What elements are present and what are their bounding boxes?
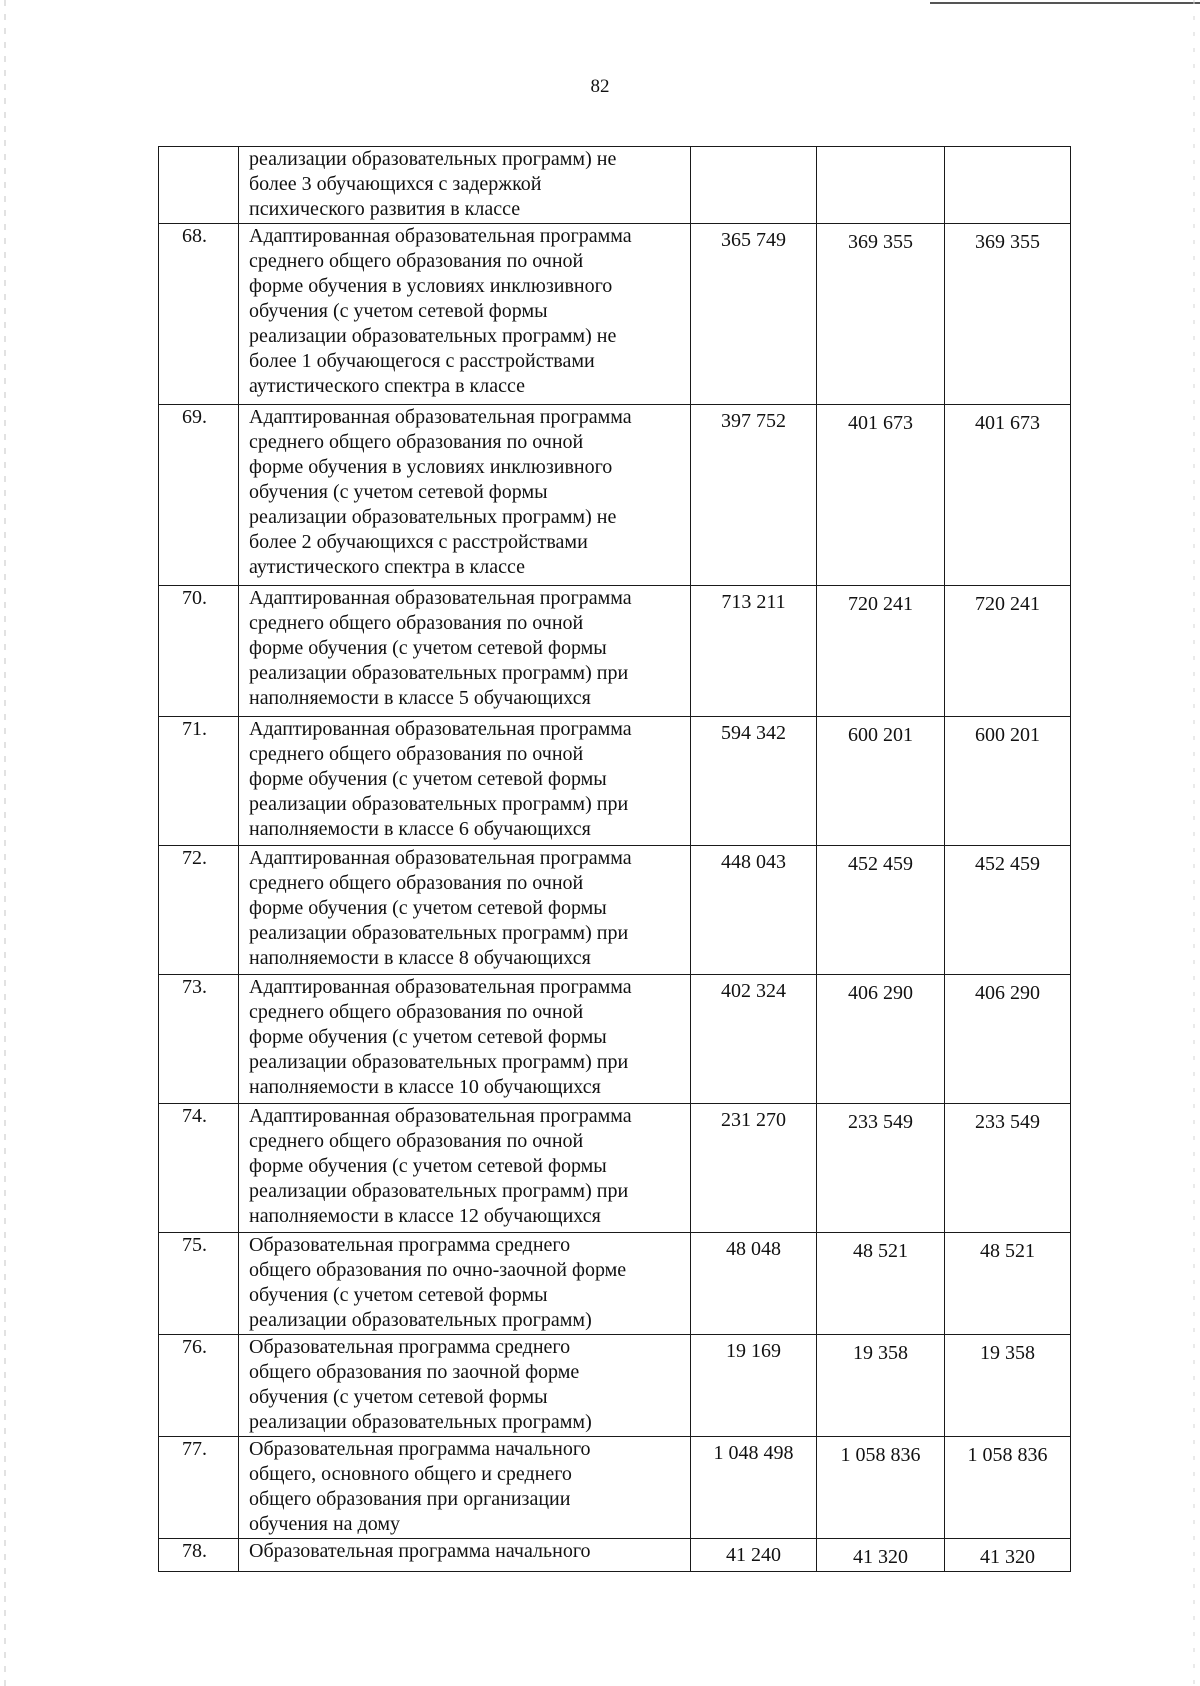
program-name-line: реализации образовательных программ) при (249, 1051, 629, 1073)
cost-value-year-3: 233 549 (945, 1104, 1071, 1233)
cost-value-year-3 (945, 147, 1071, 224)
program-name-line: аутистического спектра в классе (249, 375, 526, 397)
program-name-line: среднего общего образования по очной (249, 250, 584, 272)
program-name (239, 846, 691, 975)
cost-value-year-2: 406 290 (817, 975, 945, 1104)
cost-value-year-2: 452 459 (817, 846, 945, 975)
cost-value-year-2: 19 358 (817, 1335, 945, 1437)
row-number: 70. (159, 586, 239, 717)
program-name-line: форме обучения в условиях инклюзивного (249, 456, 613, 478)
program-name-line: Адаптированная образовательная программа (249, 847, 632, 869)
program-name-line: более 2 обучающихся с расстройствами (249, 531, 588, 553)
table-row (159, 975, 1071, 1104)
cost-value-year-2: 1 058 836 (817, 1437, 945, 1539)
program-name (239, 147, 691, 224)
table-row (159, 717, 1071, 846)
cost-value-year-1: 402 324 (691, 975, 817, 1104)
program-name-line: общего образования по очно-заочной форме (249, 1259, 627, 1281)
cost-value-year-2: 401 673 (817, 405, 945, 586)
program-name-line: Образовательная программа начального (249, 1540, 591, 1562)
table-row (159, 586, 1071, 717)
cost-value-year-1: 48 048 (691, 1233, 817, 1335)
program-name-line: реализации образовательных программ) (249, 1309, 592, 1331)
program-name (239, 405, 691, 586)
cost-value-year-1: 397 752 (691, 405, 817, 586)
program-name-line: обучения (с учетом сетевой формы (249, 1284, 548, 1306)
program-name-line: среднего общего образования по очной (249, 612, 584, 634)
cost-value-year-3: 1 058 836 (945, 1437, 1071, 1539)
program-name-line: Образовательная программа среднего (249, 1336, 571, 1358)
cost-value-year-1: 594 342 (691, 717, 817, 846)
table-row (159, 405, 1071, 586)
program-name-line: наполняемости в классе 6 обучающихся (249, 818, 591, 840)
scan-top-rule (930, 2, 1200, 4)
program-name-line: наполняемости в классе 10 обучающихся (249, 1076, 601, 1098)
cost-value-year-1: 19 169 (691, 1335, 817, 1437)
row-number (159, 147, 239, 224)
table-row (159, 1104, 1071, 1233)
cost-value-year-1: 365 749 (691, 224, 817, 405)
program-name-line: Образовательная программа начального (249, 1438, 591, 1460)
row-number: 75. (159, 1233, 239, 1335)
program-name-line: форме обучения (с учетом сетевой формы (249, 637, 607, 659)
cost-value-year-3: 41 320 (945, 1539, 1071, 1572)
program-name-line: реализации образовательных программ) при (249, 1180, 629, 1202)
cost-value-year-1: 231 270 (691, 1104, 817, 1233)
cost-value-year-3: 720 241 (945, 586, 1071, 717)
program-name-line: Адаптированная образовательная программа (249, 1105, 632, 1127)
cost-value-year-3: 48 521 (945, 1233, 1071, 1335)
program-name-line: более 3 обучающихся с задержкой (249, 173, 542, 195)
program-name-line: наполняемости в классе 8 обучающихся (249, 947, 591, 969)
program-name-line: среднего общего образования по очной (249, 743, 584, 765)
program-name-line: общего образования по заочной форме (249, 1361, 580, 1383)
cost-value-year-3: 452 459 (945, 846, 1071, 975)
program-name-line: наполняемости в классе 12 обучающихся (249, 1205, 601, 1227)
program-name-line: обучения (с учетом сетевой формы (249, 481, 548, 503)
program-name-line: форме обучения (с учетом сетевой формы (249, 1026, 607, 1048)
cost-value-year-3: 19 358 (945, 1335, 1071, 1437)
cost-value-year-1: 713 211 (691, 586, 817, 717)
program-name (239, 1539, 691, 1572)
program-name-line: Адаптированная образовательная программа (249, 406, 632, 428)
cost-value-year-2: 720 241 (817, 586, 945, 717)
cost-value-year-1: 41 240 (691, 1539, 817, 1572)
program-name-line: среднего общего образования по очной (249, 1001, 584, 1023)
row-number: 78. (159, 1539, 239, 1572)
program-name (239, 1335, 691, 1437)
table-row (159, 1335, 1071, 1437)
program-name-line: обучения (с учетом сетевой формы (249, 300, 548, 322)
program-name-line: Адаптированная образовательная программа (249, 718, 632, 740)
program-name-line: реализации образовательных программ) при (249, 922, 629, 944)
program-name-line: реализации образовательных программ) при (249, 793, 629, 815)
program-name (239, 586, 691, 717)
program-name (239, 224, 691, 405)
program-name-line: аутистического спектра в классе (249, 556, 526, 578)
program-name-line: наполняемости в классе 5 обучающихся (249, 687, 591, 709)
program-name-line: общего, основного общего и среднего (249, 1463, 572, 1485)
row-number: 74. (159, 1104, 239, 1233)
table-row (159, 147, 1071, 224)
program-name (239, 1104, 691, 1233)
cost-value-year-1 (691, 147, 817, 224)
table-row (159, 224, 1071, 405)
cost-value-year-2: 600 201 (817, 717, 945, 846)
cost-value-year-2 (817, 147, 945, 224)
cost-value-year-3: 369 355 (945, 224, 1071, 405)
program-name-line: форме обучения (с учетом сетевой формы (249, 1155, 607, 1177)
program-name-line: обучения (с учетом сетевой формы (249, 1386, 548, 1408)
cost-value-year-3: 406 290 (945, 975, 1071, 1104)
program-name-line: психического развития в классе (249, 198, 521, 220)
program-name-line: среднего общего образования по очной (249, 431, 584, 453)
cost-value-year-2: 369 355 (817, 224, 945, 405)
program-name-line: среднего общего образования по очной (249, 872, 584, 894)
row-number: 77. (159, 1437, 239, 1539)
page-number: 82 (590, 76, 610, 97)
cost-value-year-2: 233 549 (817, 1104, 945, 1233)
row-number: 72. (159, 846, 239, 975)
program-name (239, 1233, 691, 1335)
table-body (159, 147, 1071, 1572)
program-name-line: обучения на дому (249, 1513, 400, 1535)
cost-value-year-3: 600 201 (945, 717, 1071, 846)
program-name-line: общего образования при организации (249, 1488, 571, 1510)
program-name-line: форме обучения в условиях инклюзивного (249, 275, 613, 297)
program-name-line: Образовательная программа среднего (249, 1234, 571, 1256)
table-row (159, 1437, 1071, 1539)
program-name-line: среднего общего образования по очной (249, 1130, 584, 1152)
row-number: 73. (159, 975, 239, 1104)
row-number: 68. (159, 224, 239, 405)
row-number: 69. (159, 405, 239, 586)
program-name-line: реализации образовательных программ) при (249, 662, 629, 684)
program-name (239, 717, 691, 846)
program-name-line: Адаптированная образовательная программа (249, 587, 632, 609)
scan-edge-left (4, 0, 6, 1686)
row-number: 71. (159, 717, 239, 846)
table-row (159, 1233, 1071, 1335)
scan-edge-right (1193, 0, 1195, 1686)
program-name-line: реализации образовательных программ) не (249, 325, 617, 347)
program-name-line: Адаптированная образовательная программа (249, 976, 632, 998)
program-name-line: форме обучения (с учетом сетевой формы (249, 897, 607, 919)
row-number: 76. (159, 1335, 239, 1437)
cost-norms-table (158, 146, 1071, 1572)
cost-value-year-2: 41 320 (817, 1539, 945, 1572)
cost-value-year-1: 448 043 (691, 846, 817, 975)
program-name (239, 1437, 691, 1539)
table-row (159, 1539, 1071, 1572)
cost-value-year-2: 48 521 (817, 1233, 945, 1335)
program-name (239, 975, 691, 1104)
program-name-line: реализации образовательных программ) не (249, 506, 617, 528)
program-name-line: Адаптированная образовательная программа (249, 225, 632, 247)
program-name-line: реализации образовательных программ) (249, 1411, 592, 1433)
program-name-line: реализации образовательных программ) не (249, 148, 617, 170)
cost-value-year-3: 401 673 (945, 405, 1071, 586)
table-row (159, 846, 1071, 975)
program-name-line: форме обучения (с учетом сетевой формы (249, 768, 607, 790)
cost-value-year-1: 1 048 498 (691, 1437, 817, 1539)
program-name-line: более 1 обучающегося с расстройствами (249, 350, 595, 372)
